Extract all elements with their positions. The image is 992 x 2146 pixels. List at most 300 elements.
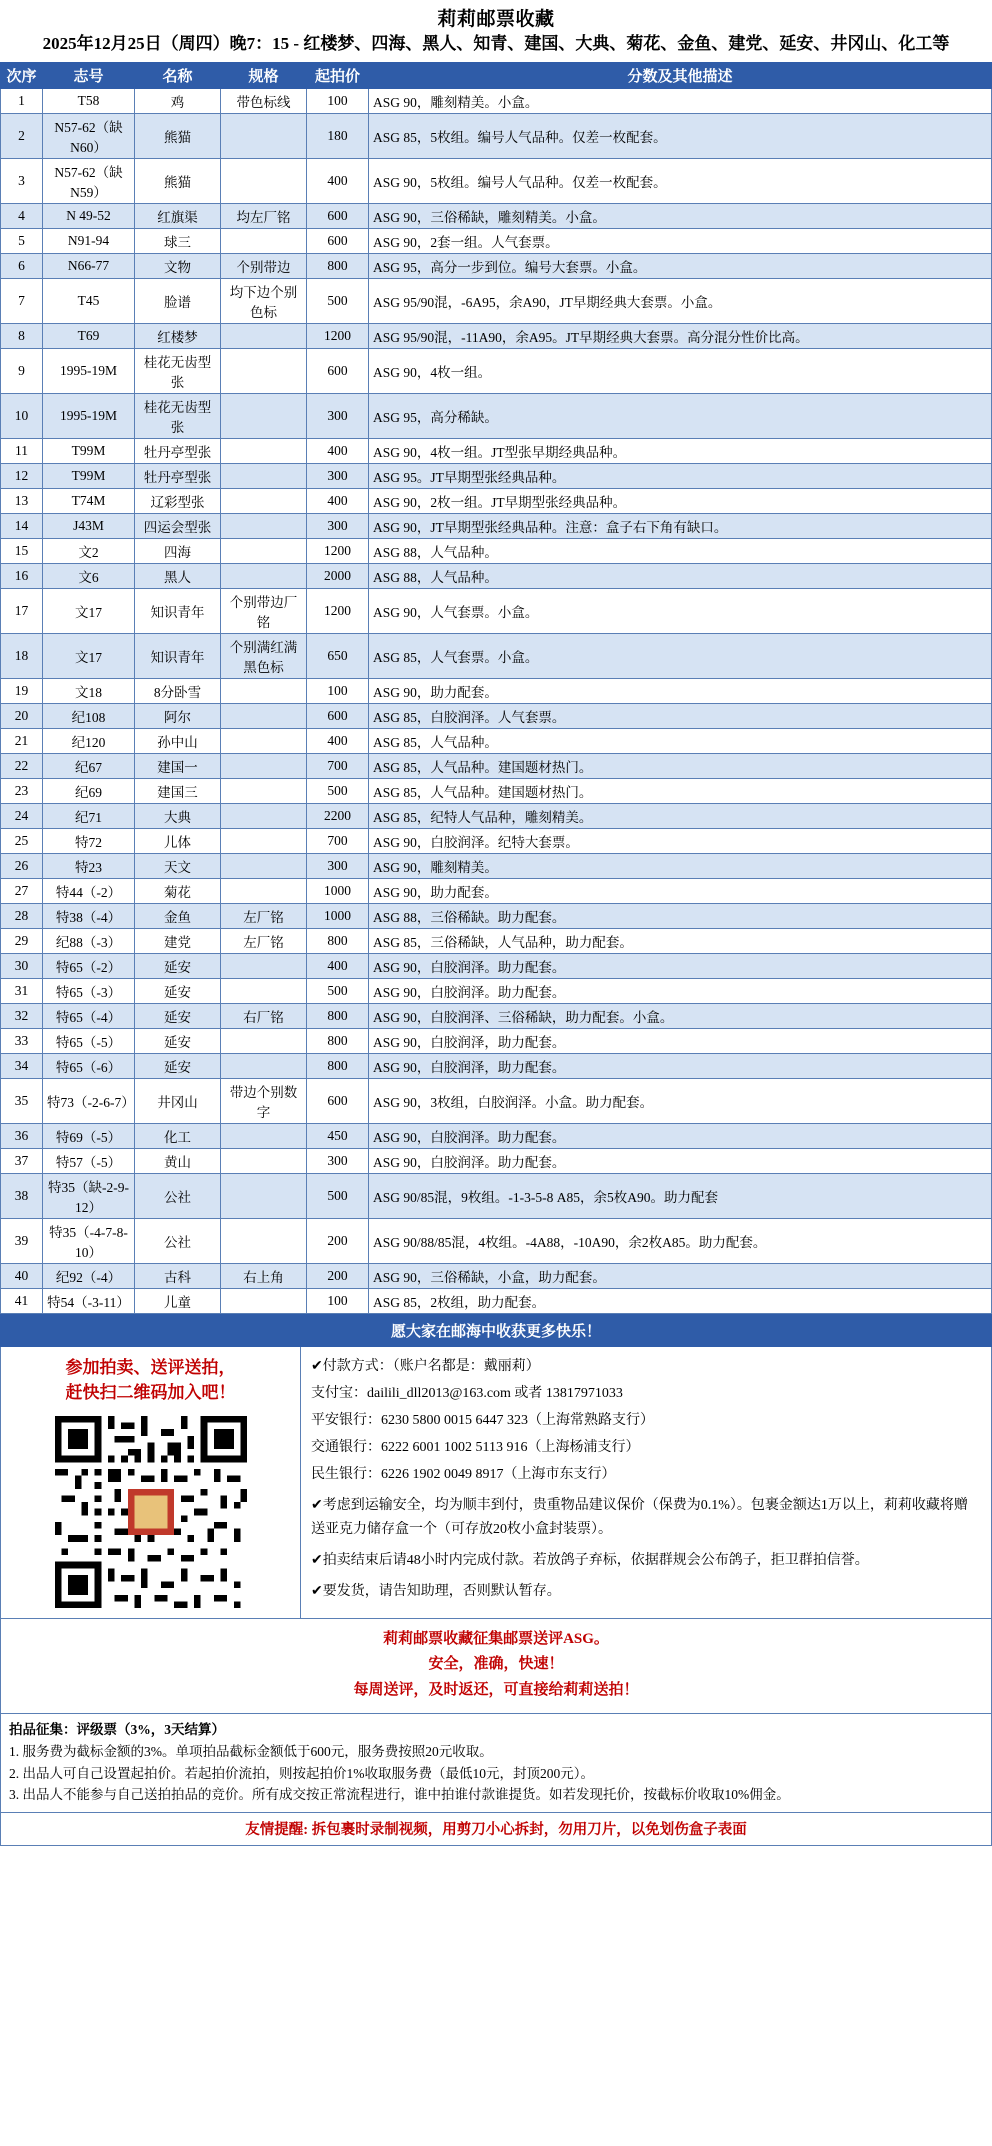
cell-code: 纪92（-4）	[43, 1263, 135, 1288]
qr-code-svg	[55, 1416, 247, 1608]
cell-spec	[221, 228, 307, 253]
grading-notice	[0, 1619, 992, 1715]
cell-code: J43M	[43, 513, 135, 538]
table-row	[1, 1173, 992, 1218]
promo-line-1: 参加拍卖、送评送拍，	[65, 1357, 236, 1377]
cell-code: T99M	[43, 438, 135, 463]
cell-code: 文6	[43, 563, 135, 588]
cell-index: 8	[1, 323, 43, 348]
cell-spec: 均下边个别色标	[221, 278, 307, 323]
cell-name: 菊花	[135, 878, 221, 903]
cell-index: 41	[1, 1288, 43, 1313]
cell-index: 15	[1, 538, 43, 563]
cell-name: 文物	[135, 253, 221, 278]
cell-code: T74M	[43, 488, 135, 513]
table-row	[1, 878, 992, 903]
cell-index: 3	[1, 158, 43, 203]
cell-description: ASG 90，4枚一组。JT型张早期经典品种。	[369, 438, 992, 463]
cell-spec	[221, 828, 307, 853]
table-row	[1, 1078, 992, 1123]
cell-spec: 带色标线	[221, 88, 307, 113]
cell-name: 红旗渠	[135, 203, 221, 228]
table-row	[1, 803, 992, 828]
cell-price: 200	[307, 1263, 369, 1288]
cell-spec	[221, 853, 307, 878]
cell-index: 7	[1, 278, 43, 323]
cell-description: ASG 95，高分一步到位。编号大套票。小盒。	[369, 253, 992, 278]
table-row	[1, 488, 992, 513]
cell-code: T69	[43, 323, 135, 348]
cell-spec	[221, 1288, 307, 1313]
cell-code: N91-94	[43, 228, 135, 253]
cell-code: 特65（-5）	[43, 1028, 135, 1053]
cell-price: 500	[307, 978, 369, 1003]
cell-name: 延安	[135, 1028, 221, 1053]
cell-spec	[221, 488, 307, 513]
grading-notice-line-1: 莉莉邮票收藏征集邮票送评ASG。	[383, 1630, 609, 1647]
table-row	[1, 393, 992, 438]
cell-description: ASG 85，人气品种。建国题材热门。	[369, 753, 992, 778]
cell-description: ASG 90，4枚一组。	[369, 348, 992, 393]
cell-price: 300	[307, 1148, 369, 1173]
cell-code: 特57（-5）	[43, 1148, 135, 1173]
cell-description: ASG 90，白胶润泽、三俗稀缺，助力配套。小盒。	[369, 1003, 992, 1028]
promo-panel	[1, 1347, 301, 1618]
cell-name: 鸡	[135, 88, 221, 113]
cell-price: 1000	[307, 903, 369, 928]
cell-price: 100	[307, 678, 369, 703]
cell-description: ASG 90，白胶润泽。纪特大套票。	[369, 828, 992, 853]
rules-item-2: 2. 出品人可自己设置起拍价。若起拍价流拍，则按起拍价1%收取服务费（最低10元，封顶200元）。	[9, 1765, 594, 1781]
banner-message: 愿大家在邮海中收获更多快乐！	[0, 1314, 992, 1347]
cell-index: 26	[1, 853, 43, 878]
cell-name: 延安	[135, 1053, 221, 1078]
cell-description: ASG 88，人气品种。	[369, 563, 992, 588]
table-row	[1, 703, 992, 728]
cell-spec: 均左厂铭	[221, 203, 307, 228]
cell-name: 知识青年	[135, 588, 221, 633]
table-row	[1, 1028, 992, 1053]
cell-price: 1200	[307, 588, 369, 633]
cell-code: 特65（-3）	[43, 978, 135, 1003]
payment-note-shipping: ✔考虑到运输安全，均为顺丰到付，贵重物品建议保价（保费为0.1%）。包裹金额达1万以上，莉莉收藏将赠送亚克力储存盒一个（可存放20枚小盒封装票）。	[311, 1498, 968, 1537]
cell-price: 400	[307, 488, 369, 513]
cell-description: ASG 90，5枚组。编号人气品种。仅差一枚配套。	[369, 158, 992, 203]
cell-name: 金鱼	[135, 903, 221, 928]
cell-index: 1	[1, 88, 43, 113]
cell-index: 17	[1, 588, 43, 633]
cell-index: 4	[1, 203, 43, 228]
cell-code: 纪88（-3）	[43, 928, 135, 953]
cell-price: 600	[307, 703, 369, 728]
col-code: 志号	[43, 62, 135, 88]
payment-bank-jiaotong: 交通银行：6222 6001 1002 5113 916（上海杨浦支行）	[311, 1440, 640, 1456]
cell-spec	[221, 1053, 307, 1078]
table-row	[1, 1053, 992, 1078]
cell-description: ASG 85，白胶润泽。人气套票。	[369, 703, 992, 728]
cell-description: ASG 90，白胶润泽。助力配套。	[369, 978, 992, 1003]
cell-index: 40	[1, 1263, 43, 1288]
cell-description: ASG 90，白胶润泽，助力配套。	[369, 1053, 992, 1078]
cell-description: ASG 85，三俗稀缺，人气品种，助力配套。	[369, 928, 992, 953]
cell-code: 纪120	[43, 728, 135, 753]
payment-panel	[301, 1347, 991, 1618]
col-description: 分数及其他描述	[369, 62, 992, 88]
cell-name: 熊猫	[135, 113, 221, 158]
cell-name: 黄山	[135, 1148, 221, 1173]
table-row	[1, 228, 992, 253]
cell-description: ASG 90，白胶润泽。助力配套。	[369, 1123, 992, 1148]
cell-code: 特65（-2）	[43, 953, 135, 978]
cell-price: 1200	[307, 323, 369, 348]
cell-spec	[221, 1148, 307, 1173]
cell-spec	[221, 393, 307, 438]
cell-name: 熊猫	[135, 158, 221, 203]
cell-price: 800	[307, 928, 369, 953]
cell-description: ASG 90，助力配套。	[369, 878, 992, 903]
cell-spec	[221, 703, 307, 728]
col-name: 名称	[135, 62, 221, 88]
cell-name: 知识青年	[135, 633, 221, 678]
cell-spec	[221, 513, 307, 538]
cell-spec	[221, 323, 307, 348]
cell-spec	[221, 878, 307, 903]
cell-index: 36	[1, 1123, 43, 1148]
cell-description: ASG 90，人气套票。小盒。	[369, 588, 992, 633]
cell-description: ASG 90，白胶润泽。助力配套。	[369, 953, 992, 978]
cell-name: 天文	[135, 853, 221, 878]
cell-price: 300	[307, 393, 369, 438]
table-header-row	[1, 62, 992, 88]
cell-price: 700	[307, 828, 369, 853]
table-row	[1, 1263, 992, 1288]
cell-price: 1000	[307, 878, 369, 903]
cell-description: ASG 90，白胶润泽。助力配套。	[369, 1148, 992, 1173]
cell-name: 儿体	[135, 828, 221, 853]
cell-spec	[221, 953, 307, 978]
cell-description: ASG 95/90混，-11A90，余A95。JT早期经典大套票。高分混分性价比高。	[369, 323, 992, 348]
cell-index: 18	[1, 633, 43, 678]
cell-price: 800	[307, 1053, 369, 1078]
table-row	[1, 1148, 992, 1173]
table-row	[1, 278, 992, 323]
cell-name: 儿童	[135, 1288, 221, 1313]
page-subtitle: 2025年12月25日（周四）晚7：15 - 红楼梦、四海、黑人、知青、建国、大典、菊花、金鱼、建党、延安、井冈山、化工等	[42, 34, 950, 53]
cell-index: 37	[1, 1148, 43, 1173]
cell-description: ASG 90，3枚组，白胶润泽。小盒。助力配套。	[369, 1078, 992, 1123]
cell-price: 800	[307, 1003, 369, 1028]
info-section	[0, 1347, 992, 1619]
cell-code: T99M	[43, 463, 135, 488]
cell-spec: 左厂铭	[221, 903, 307, 928]
table-row	[1, 978, 992, 1003]
table-row	[1, 1123, 992, 1148]
cell-index: 28	[1, 903, 43, 928]
cell-index: 21	[1, 728, 43, 753]
cell-code: 特72	[43, 828, 135, 853]
cell-code: 特35（缺-2-9-12）	[43, 1173, 135, 1218]
cell-code: T45	[43, 278, 135, 323]
cell-description: ASG 85，人气品种。	[369, 728, 992, 753]
cell-name: 化工	[135, 1123, 221, 1148]
cell-price: 450	[307, 1123, 369, 1148]
cell-spec	[221, 113, 307, 158]
cell-price: 400	[307, 953, 369, 978]
cell-index: 12	[1, 463, 43, 488]
cell-spec	[221, 538, 307, 563]
cell-price: 800	[307, 253, 369, 278]
cell-description: ASG 90，助力配套。	[369, 678, 992, 703]
cell-name: 牡丹亭型张	[135, 438, 221, 463]
cell-description: ASG 95，高分稀缺。	[369, 393, 992, 438]
cell-code: 纪71	[43, 803, 135, 828]
table-row	[1, 588, 992, 633]
cell-price: 650	[307, 633, 369, 678]
cell-spec	[221, 728, 307, 753]
cell-description: ASG 85，人气品种。建国题材热门。	[369, 778, 992, 803]
cell-name: 建国一	[135, 753, 221, 778]
table-row	[1, 1003, 992, 1028]
cell-name: 公社	[135, 1173, 221, 1218]
cell-price: 2000	[307, 563, 369, 588]
cell-spec: 个别带边厂铭	[221, 588, 307, 633]
cell-index: 39	[1, 1218, 43, 1263]
cell-name: 大典	[135, 803, 221, 828]
footer-reminder: 友情提醒: 拆包裹时录制视频，用剪刀小心拆封，勿用刀片，以免划伤盒子表面	[0, 1813, 992, 1846]
table-row	[1, 88, 992, 113]
cell-code: N57-62（缺N59）	[43, 158, 135, 203]
page-title: 莉莉邮票收藏	[437, 9, 555, 30]
table-row	[1, 1218, 992, 1263]
cell-price: 300	[307, 463, 369, 488]
payment-bank-pingan: 平安银行：6230 5800 0015 6447 323（上海常熟路支行）	[311, 1413, 654, 1429]
cell-name: 脸谱	[135, 278, 221, 323]
cell-name: 建国三	[135, 778, 221, 803]
cell-description: ASG 85，5枚组。编号人气品种。仅差一枚配套。	[369, 113, 992, 158]
cell-name: 桂花无齿型张	[135, 393, 221, 438]
cell-name: 延安	[135, 978, 221, 1003]
cell-description: ASG 90，2套一组。人气套票。	[369, 228, 992, 253]
cell-code: 文17	[43, 588, 135, 633]
cell-index: 35	[1, 1078, 43, 1123]
cell-spec	[221, 1123, 307, 1148]
table-row	[1, 563, 992, 588]
cell-spec	[221, 753, 307, 778]
cell-spec	[221, 463, 307, 488]
cell-name: 井冈山	[135, 1078, 221, 1123]
rules-section	[0, 1714, 992, 1812]
cell-description: ASG 90，雕刻精美。小盒。	[369, 88, 992, 113]
cell-code: 纪69	[43, 778, 135, 803]
cell-price: 400	[307, 438, 369, 463]
cell-description: ASG 90，白胶润泽，助力配套。	[369, 1028, 992, 1053]
cell-price: 600	[307, 1078, 369, 1123]
cell-name: 黑人	[135, 563, 221, 588]
cell-index: 25	[1, 828, 43, 853]
cell-spec	[221, 978, 307, 1003]
cell-price: 600	[307, 348, 369, 393]
cell-spec: 右厂铭	[221, 1003, 307, 1028]
table-row	[1, 903, 992, 928]
cell-price: 300	[307, 853, 369, 878]
cell-name: 四运会型张	[135, 513, 221, 538]
cell-description: ASG 90，JT早期型张经典品种。注意：盒子右下角有缺口。	[369, 513, 992, 538]
cell-name: 桂花无齿型张	[135, 348, 221, 393]
table-row	[1, 113, 992, 158]
cell-index: 38	[1, 1173, 43, 1218]
table-row	[1, 928, 992, 953]
cell-name: 阿尔	[135, 703, 221, 728]
table-row	[1, 438, 992, 463]
cell-price: 1200	[307, 538, 369, 563]
cell-code: 特69（-5）	[43, 1123, 135, 1148]
cell-name: 古科	[135, 1263, 221, 1288]
cell-description: ASG 90，2枚一组。JT早期型张经典品种。	[369, 488, 992, 513]
cell-code: 纪108	[43, 703, 135, 728]
col-spec: 规格	[221, 62, 307, 88]
cell-price: 700	[307, 753, 369, 778]
cell-spec	[221, 778, 307, 803]
grading-notice-line-2: 安全，准确，快速！	[428, 1656, 564, 1673]
table-row	[1, 828, 992, 853]
cell-code: 文18	[43, 678, 135, 703]
cell-price: 400	[307, 158, 369, 203]
table-row	[1, 348, 992, 393]
cell-price: 500	[307, 278, 369, 323]
cell-price: 300	[307, 513, 369, 538]
cell-code: 文2	[43, 538, 135, 563]
cell-code: N 49-52	[43, 203, 135, 228]
cell-index: 23	[1, 778, 43, 803]
col-start-price: 起拍价	[307, 62, 369, 88]
rules-item-3: 3. 出品人不能参与自己送拍拍品的竞价。所有成交按正常流程进行，谁中拍谁付款谁提货。如若发现托价，按截标价收取10%佣金。	[9, 1787, 790, 1803]
cell-code: 特73（-2-6-7）	[43, 1078, 135, 1123]
cell-index: 31	[1, 978, 43, 1003]
cell-index: 30	[1, 953, 43, 978]
cell-index: 19	[1, 678, 43, 703]
table-row	[1, 323, 992, 348]
cell-description: ASG 88，人气品种。	[369, 538, 992, 563]
cell-code: 1995-19M	[43, 393, 135, 438]
cell-index: 34	[1, 1053, 43, 1078]
cell-spec	[221, 678, 307, 703]
cell-name: 球三	[135, 228, 221, 253]
table-row	[1, 538, 992, 563]
cell-code: T58	[43, 88, 135, 113]
cell-code: N66-77	[43, 253, 135, 278]
cell-index: 20	[1, 703, 43, 728]
cell-spec	[221, 803, 307, 828]
cell-code: 1995-19M	[43, 348, 135, 393]
cell-spec: 个别满红满黑色标	[221, 633, 307, 678]
cell-name: 孙中山	[135, 728, 221, 753]
table-row	[1, 678, 992, 703]
payment-alipay: 支付宝：dailili_dll2013@163.com 或者 13817971033	[311, 1386, 623, 1402]
cell-index: 10	[1, 393, 43, 438]
cell-description: ASG 90/88/85混，4枚组。-4A88，-10A90，余2枚A85。助力配套。	[369, 1218, 992, 1263]
table-row	[1, 463, 992, 488]
cell-description: ASG 90，雕刻精美。	[369, 853, 992, 878]
cell-description: ASG 85，2枚组，助力配套。	[369, 1288, 992, 1313]
cell-price: 180	[307, 113, 369, 158]
cell-code: 特35（-4-7-8-10）	[43, 1218, 135, 1263]
cell-code: 特65（-6）	[43, 1053, 135, 1078]
cell-description: ASG 95/90混，-6A95，余A90，JT早期经典大套票。小盒。	[369, 278, 992, 323]
qr-code-image[interactable]	[55, 1416, 247, 1608]
cell-spec: 个别带边	[221, 253, 307, 278]
cell-spec	[221, 1218, 307, 1263]
cell-spec	[221, 438, 307, 463]
table-row	[1, 633, 992, 678]
table-row	[1, 753, 992, 778]
table-row	[1, 513, 992, 538]
cell-spec	[221, 348, 307, 393]
cell-index: 6	[1, 253, 43, 278]
payment-note-delivery: ✔要发货，请告知助理，否则默认暂存。	[311, 1583, 561, 1599]
cell-name: 四海	[135, 538, 221, 563]
table-row	[1, 203, 992, 228]
cell-index: 27	[1, 878, 43, 903]
cell-code: 纪67	[43, 753, 135, 778]
promo-line-2: 赶快扫二维码加入吧！	[65, 1383, 236, 1403]
cell-name: 公社	[135, 1218, 221, 1263]
col-index: 次序	[1, 62, 43, 88]
cell-index: 9	[1, 348, 43, 393]
cell-index: 24	[1, 803, 43, 828]
cell-name: 延安	[135, 1003, 221, 1028]
cell-index: 14	[1, 513, 43, 538]
cell-index: 29	[1, 928, 43, 953]
cell-description: ASG 88，三俗稀缺。助力配套。	[369, 903, 992, 928]
cell-spec: 右上角	[221, 1263, 307, 1288]
cell-index: 2	[1, 113, 43, 158]
cell-spec: 带边个别数字	[221, 1078, 307, 1123]
cell-spec	[221, 1028, 307, 1053]
cell-index: 16	[1, 563, 43, 588]
table-row	[1, 853, 992, 878]
table-row	[1, 953, 992, 978]
cell-index: 13	[1, 488, 43, 513]
rules-title: 拍品征集：评级票（3%，3天结算）	[9, 1722, 225, 1738]
cell-code: 特44（-2）	[43, 878, 135, 903]
cell-price: 500	[307, 1173, 369, 1218]
cell-code: 文17	[43, 633, 135, 678]
cell-price: 2200	[307, 803, 369, 828]
cell-name: 辽彩型张	[135, 488, 221, 513]
cell-price: 400	[307, 728, 369, 753]
cell-name: 延安	[135, 953, 221, 978]
cell-description: ASG 90，三俗稀缺，小盒，助力配套。	[369, 1263, 992, 1288]
table-row	[1, 778, 992, 803]
cell-spec: 左厂铭	[221, 928, 307, 953]
payment-bank-minsheng: 民生银行：6226 1902 0049 8917（上海市东支行）	[311, 1467, 616, 1483]
cell-code: 特54（-3-11）	[43, 1288, 135, 1313]
rules-item-1: 1. 服务费为截标金额的3%。单项拍品截标金额低于600元，服务费按照20元收取。	[9, 1744, 493, 1760]
cell-index: 11	[1, 438, 43, 463]
cell-description: ASG 90/85混，9枚组。-1-3-5-8 A85，余5枚A90。助力配套	[369, 1173, 992, 1218]
cell-code: 特38（-4）	[43, 903, 135, 928]
cell-spec	[221, 158, 307, 203]
payment-note-deadline: ✔拍卖结束后请48小时内完成付款。若放鸽子弃标，依据群规会公布鸽子，拒卫群拍信誉。	[311, 1552, 869, 1568]
cell-price: 200	[307, 1218, 369, 1263]
cell-price: 100	[307, 1288, 369, 1313]
cell-index: 5	[1, 228, 43, 253]
table-row	[1, 1288, 992, 1313]
cell-code: N57-62（缺N60）	[43, 113, 135, 158]
cell-description: ASG 90，三俗稀缺，雕刻精美。小盒。	[369, 203, 992, 228]
cell-spec	[221, 563, 307, 588]
cell-price: 600	[307, 228, 369, 253]
